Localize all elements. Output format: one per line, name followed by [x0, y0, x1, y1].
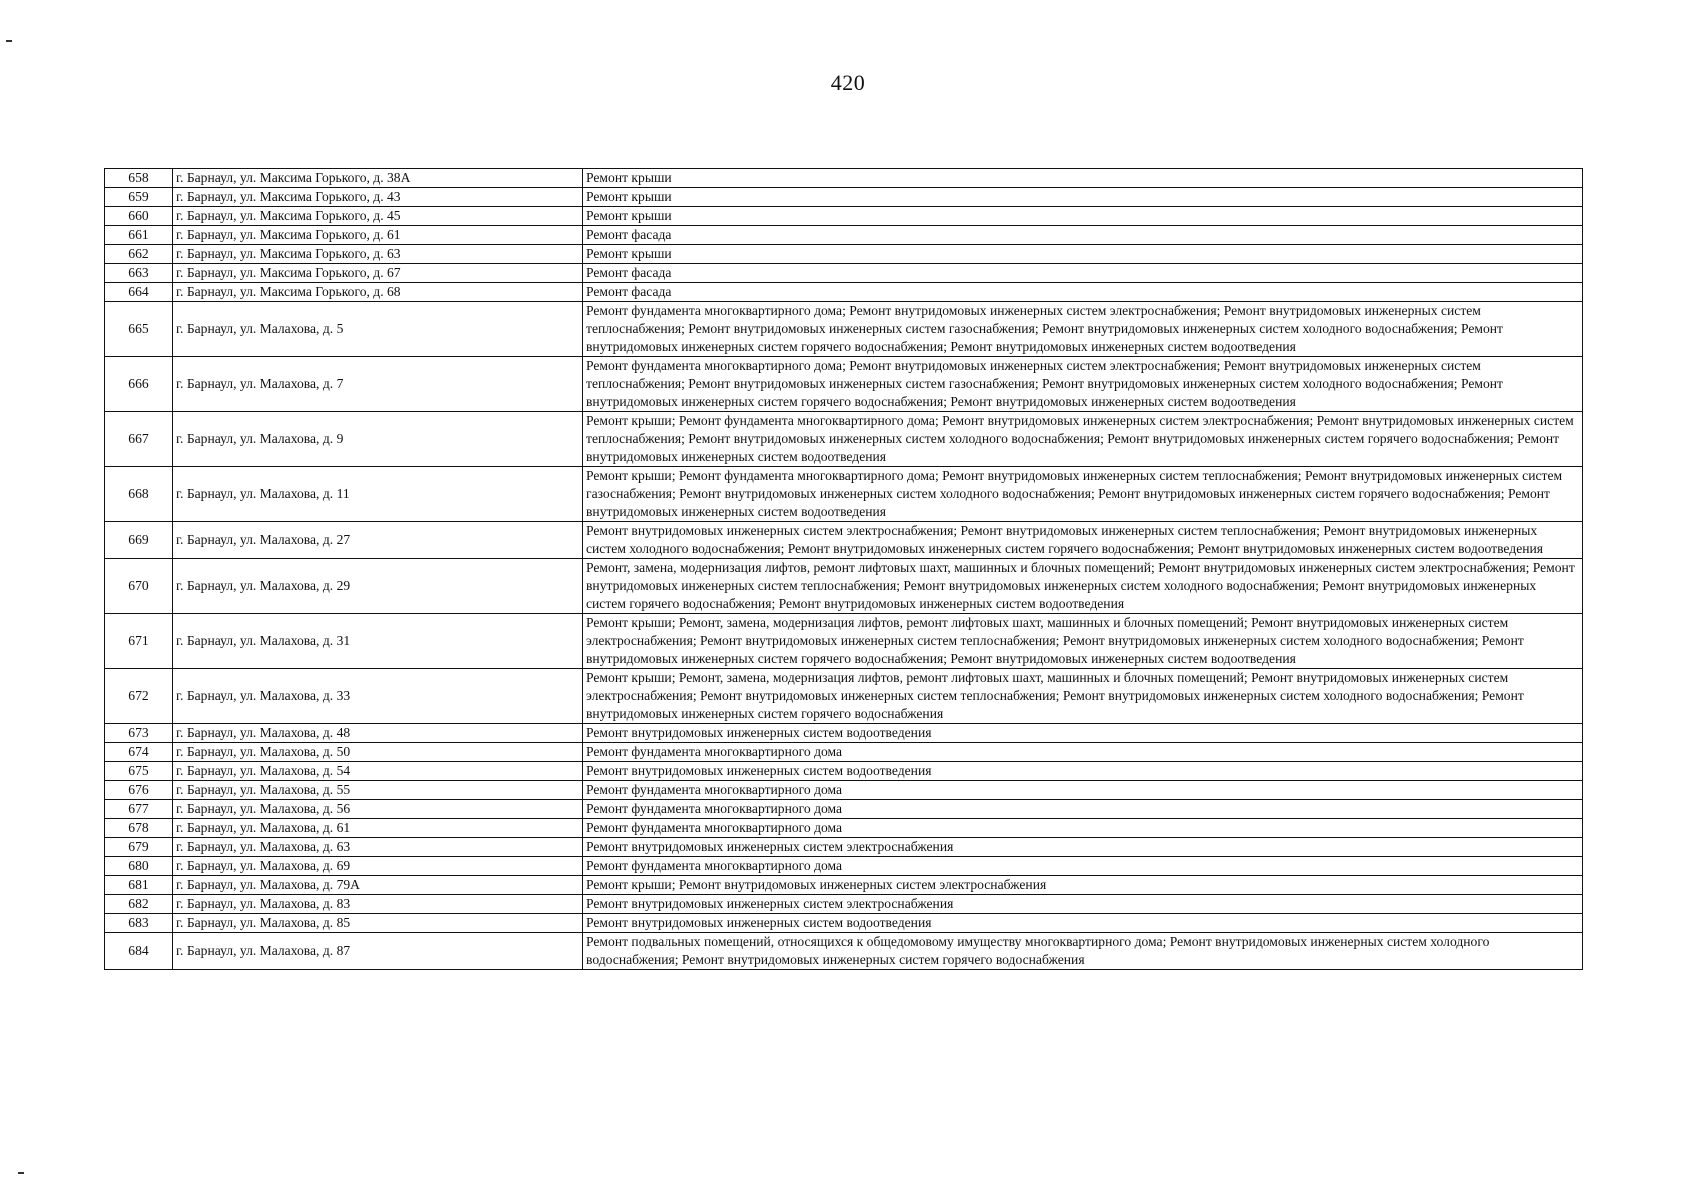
row-works: Ремонт фасада — [583, 283, 1583, 302]
table-row — [105, 724, 1583, 743]
row-works: Ремонт фасада — [583, 264, 1583, 283]
row-number: 658 — [105, 169, 173, 188]
row-address: г. Барнаул, ул. Малахова, д. 33 — [173, 669, 583, 724]
row-works: Ремонт внутридомовых инженерных систем водоотведения — [583, 724, 1583, 743]
row-number: 663 — [105, 264, 173, 283]
table-row — [105, 207, 1583, 226]
row-address: г. Барнаул, ул. Максима Горького, д. 67 — [173, 264, 583, 283]
row-address: г. Барнаул, ул. Малахова, д. 29 — [173, 559, 583, 614]
row-number: 660 — [105, 207, 173, 226]
row-works: Ремонт, замена, модернизация лифтов, ремонт лифтовых шахт, машинных и блочных помещений; Ремонт внутридомовых инженерных систем электроснабжения; Ремонт внутридомовых инженерных систем теплоснабжения; Ремонт внутридомовых инженерных систем холодного водоснабжения; Ремонт внутридомовых инженерных систем горячего водоснабжения; Ремонт внутридомовых инженерных систем водоотведения — [583, 559, 1583, 614]
table-row — [105, 762, 1583, 781]
row-works: Ремонт фундамента многоквартирного дома — [583, 819, 1583, 838]
row-number: 681 — [105, 876, 173, 895]
row-number: 679 — [105, 838, 173, 857]
row-address: г. Барнаул, ул. Малахова, д. 85 — [173, 914, 583, 933]
row-works: Ремонт внутридомовых инженерных систем водоотведения — [583, 914, 1583, 933]
row-works: Ремонт крыши — [583, 245, 1583, 264]
scan-mark-left-top — [6, 40, 12, 42]
table-row — [105, 669, 1583, 724]
row-works: Ремонт внутридомовых инженерных систем электроснабжения — [583, 895, 1583, 914]
table-row — [105, 522, 1583, 559]
row-number: 673 — [105, 724, 173, 743]
row-address: г. Барнаул, ул. Малахова, д. 5 — [173, 302, 583, 357]
row-address: г. Барнаул, ул. Малахова, д. 48 — [173, 724, 583, 743]
row-number: 680 — [105, 857, 173, 876]
row-works: Ремонт фундамента многоквартирного дома; Ремонт внутридомовых инженерных систем электроснабжения; Ремонт внутридомовых инженерных систем теплоснабжения; Ремонт внутридомовых инженерных систем газоснабжения; Ремонт внутридомовых инженерных систем холодного водоснабжения; Ремонт внутридомовых инженерных систем горячего водоснабжения; Ремонт внутридомовых инженерных систем водоотведения — [583, 302, 1583, 357]
row-works: Ремонт внутридомовых инженерных систем электроснабжения — [583, 838, 1583, 857]
table-row — [105, 838, 1583, 857]
row-works: Ремонт фундамента многоквартирного дома; Ремонт внутридомовых инженерных систем электроснабжения; Ремонт внутридомовых инженерных систем теплоснабжения; Ремонт внутридомовых инженерных систем газоснабжения; Ремонт внутридомовых инженерных систем холодного водоснабжения; Ремонт внутридомовых инженерных систем горячего водоснабжения; Ремонт внутридомовых инженерных систем водоотведения — [583, 357, 1583, 412]
row-number: 672 — [105, 669, 173, 724]
table-row — [105, 357, 1583, 412]
row-number: 678 — [105, 819, 173, 838]
row-number: 671 — [105, 614, 173, 669]
row-number: 667 — [105, 412, 173, 467]
row-works: Ремонт крыши; Ремонт, замена, модернизация лифтов, ремонт лифтовых шахт, машинных и блочных помещений; Ремонт внутридомовых инженерных систем электроснабжения; Ремонт внутридомовых инженерных систем теплоснабжения; Ремонт внутридомовых инженерных систем холодного водоснабжения; Ремонт внутридомовых инженерных систем горячего водоснабжения — [583, 669, 1583, 724]
table-row — [105, 914, 1583, 933]
row-works: Ремонт крыши; Ремонт фундамента многоквартирного дома; Ремонт внутридомовых инженерных систем электроснабжения; Ремонт внутридомовых инженерных систем теплоснабжения; Ремонт внутридомовых инженерных систем холодного водоснабжения; Ремонт внутридомовых инженерных систем горячего водоснабжения; Ремонт внутридомовых инженерных систем водоотведения — [583, 412, 1583, 467]
table-row — [105, 781, 1583, 800]
row-number: 676 — [105, 781, 173, 800]
row-works: Ремонт подвальных помещений, относящихся к общедомовому имуществу многоквартирного дома; Ремонт внутридомовых инженерных систем холодного водоснабжения; Ремонт внутридомовых инженерных систем горячего водоснабжения — [583, 933, 1583, 970]
row-address: г. Барнаул, ул. Малахова, д. 31 — [173, 614, 583, 669]
row-address: г. Барнаул, ул. Малахова, д. 87 — [173, 933, 583, 970]
row-works: Ремонт фундамента многоквартирного дома — [583, 743, 1583, 762]
row-address: г. Барнаул, ул. Малахова, д. 56 — [173, 800, 583, 819]
table-row — [105, 226, 1583, 245]
table-row — [105, 283, 1583, 302]
row-number: 665 — [105, 302, 173, 357]
row-works: Ремонт крыши — [583, 169, 1583, 188]
row-address: г. Барнаул, ул. Максима Горького, д. 61 — [173, 226, 583, 245]
row-address: г. Барнаул, ул. Малахова, д. 61 — [173, 819, 583, 838]
row-address: г. Барнаул, ул. Малахова, д. 7 — [173, 357, 583, 412]
table-row — [105, 169, 1583, 188]
row-number: 666 — [105, 357, 173, 412]
table-row — [105, 819, 1583, 838]
row-number: 659 — [105, 188, 173, 207]
row-address: г. Барнаул, ул. Малахова, д. 79А — [173, 876, 583, 895]
row-works: Ремонт фундамента многоквартирного дома — [583, 857, 1583, 876]
row-address: г. Барнаул, ул. Максима Горького, д. 45 — [173, 207, 583, 226]
row-address: г. Барнаул, ул. Малахова, д. 54 — [173, 762, 583, 781]
scan-mark-left-bottom — [18, 1172, 24, 1174]
table-row — [105, 245, 1583, 264]
row-address: г. Барнаул, ул. Максима Горького, д. 38А — [173, 169, 583, 188]
row-works: Ремонт крыши; Ремонт внутридомовых инженерных систем электроснабжения — [583, 876, 1583, 895]
row-address: г. Барнаул, ул. Малахова, д. 55 — [173, 781, 583, 800]
table-row — [105, 412, 1583, 467]
row-number: 675 — [105, 762, 173, 781]
row-address: г. Барнаул, ул. Малахова, д. 83 — [173, 895, 583, 914]
repair-works-table — [104, 168, 1583, 970]
row-works: Ремонт крыши — [583, 207, 1583, 226]
table-row — [105, 800, 1583, 819]
row-address: г. Барнаул, ул. Малахова, д. 63 — [173, 838, 583, 857]
table-row — [105, 559, 1583, 614]
row-works: Ремонт внутридомовых инженерных систем водоотведения — [583, 762, 1583, 781]
page-number: 420 — [830, 70, 866, 95]
row-number: 674 — [105, 743, 173, 762]
table-row — [105, 743, 1583, 762]
table-row — [105, 895, 1583, 914]
row-number: 664 — [105, 283, 173, 302]
row-number: 684 — [105, 933, 173, 970]
table-row — [105, 876, 1583, 895]
row-works: Ремонт крыши; Ремонт фундамента многоквартирного дома; Ремонт внутридомовых инженерных систем теплоснабжения; Ремонт внутридомовых инженерных систем газоснабжения; Ремонт внутридомовых инженерных систем холодного водоснабжения; Ремонт внутридомовых инженерных систем горячего водоснабжения; Ремонт внутридомовых инженерных систем водоотведения — [583, 467, 1583, 522]
table-row — [105, 933, 1583, 970]
row-address: г. Барнаул, ул. Малахова, д. 27 — [173, 522, 583, 559]
table-row — [105, 264, 1583, 283]
row-works: Ремонт крыши — [583, 188, 1583, 207]
row-number: 677 — [105, 800, 173, 819]
row-number: 682 — [105, 895, 173, 914]
row-number: 669 — [105, 522, 173, 559]
row-number: 668 — [105, 467, 173, 522]
row-address: г. Барнаул, ул. Малахова, д. 50 — [173, 743, 583, 762]
table-row — [105, 857, 1583, 876]
row-number: 661 — [105, 226, 173, 245]
row-number: 683 — [105, 914, 173, 933]
row-address: г. Барнаул, ул. Малахова, д. 11 — [173, 467, 583, 522]
row-address: г. Барнаул, ул. Максима Горького, д. 43 — [173, 188, 583, 207]
row-number: 662 — [105, 245, 173, 264]
row-works: Ремонт фундамента многоквартирного дома — [583, 800, 1583, 819]
row-address: г. Барнаул, ул. Максима Горького, д. 68 — [173, 283, 583, 302]
row-number: 670 — [105, 559, 173, 614]
row-works: Ремонт фасада — [583, 226, 1583, 245]
row-address: г. Барнаул, ул. Малахова, д. 9 — [173, 412, 583, 467]
table-row — [105, 188, 1583, 207]
row-address: г. Барнаул, ул. Малахова, д. 69 — [173, 857, 583, 876]
table-row — [105, 467, 1583, 522]
table-row — [105, 614, 1583, 669]
row-works: Ремонт крыши; Ремонт, замена, модернизация лифтов, ремонт лифтовых шахт, машинных и блочных помещений; Ремонт внутридомовых инженерных систем электроснабжения; Ремонт внутридомовых инженерных систем теплоснабжения; Ремонт внутридомовых инженерных систем холодного водоснабжения; Ремонт внутридомовых инженерных систем горячего водоснабжения; Ремонт внутридомовых инженерных систем водоотведения — [583, 614, 1583, 669]
row-works: Ремонт внутридомовых инженерных систем электроснабжения; Ремонт внутридомовых инженерных систем теплоснабжения; Ремонт внутридомовых инженерных систем холодного водоснабжения; Ремонт внутридомовых инженерных систем горячего водоснабжения; Ремонт внутридомовых инженерных систем водоотведения — [583, 522, 1583, 559]
table-body — [105, 169, 1583, 970]
row-address: г. Барнаул, ул. Максима Горького, д. 63 — [173, 245, 583, 264]
table-row — [105, 302, 1583, 357]
row-works: Ремонт фундамента многоквартирного дома — [583, 781, 1583, 800]
